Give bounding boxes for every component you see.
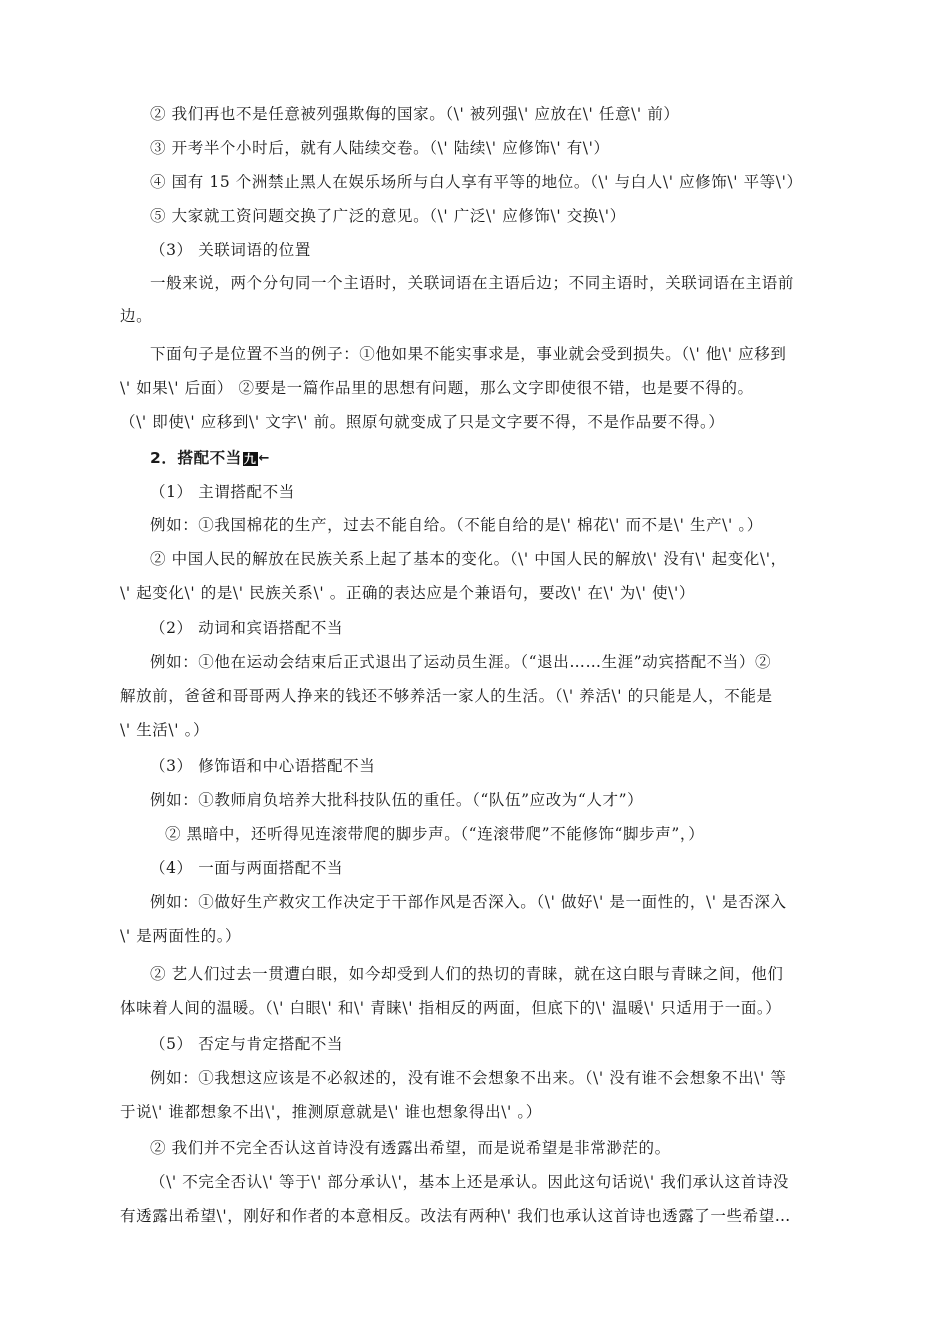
text-line: ② 中国人民的解放在民族关系上起了基本的变化。（\' 中国人民的解放\' 没有\' 起变化\'，	[150, 550, 787, 568]
comment-marker: 九	[243, 451, 257, 466]
text-line: ③ 开考半个小时后，就有人陆续交卷。（\' 陆续\' 应修饰\' 有\'）	[150, 139, 610, 157]
section-title-text: 2．搭配不当	[150, 449, 242, 467]
text-line: 例如：①教师肩负培养大批科技队伍的重任。（“队伍”应改为“人才”）	[150, 791, 644, 809]
text-line: 一般来说，两个分句同一个主语时，关联词语在主语后边；不同主语时，关联词语在主语前	[150, 274, 795, 292]
text-line: （\' 不完全否认\' 等于\' 部分承认\'，基本上还是承认。因此这句话说\' 我们承认这首诗没	[150, 1173, 790, 1191]
section-heading: （3） 关联词语的位置	[150, 241, 311, 259]
text-line: \' 生活\' 。）	[120, 721, 210, 739]
text-line: ② 我们并不完全否认这首诗没有透露出希望，而是说希望是非常渺茫的。	[150, 1139, 671, 1157]
text-line: 例如：①他在运动会结束后正式退出了运动员生涯。（“退出……生涯”动宾搭配不当）②	[150, 653, 772, 671]
section-title	[150, 448, 270, 469]
section-heading: （1） 主谓搭配不当	[150, 483, 295, 501]
section-heading: （4） 一面与两面搭配不当	[150, 859, 344, 877]
text-line: （\' 即使\' 应移到\' 文字\' 前。照原句就变成了只是文字要不得，不是作品要不得。）	[120, 413, 725, 431]
text-line: ② 艺人们过去一贯遭白眼，如今却受到人们的热切的青睐，就在这白眼与青睐之间，他们	[150, 965, 784, 983]
text-line: \' 是两面性的。）	[120, 927, 242, 945]
arrow-icon: ←	[258, 450, 270, 466]
section-heading: （5） 否定与肯定搭配不当	[150, 1035, 344, 1053]
text-line: 于说\' 谁都想象不出\'，推测原意就是\' 谁也想象得出\' 。）	[120, 1103, 542, 1121]
section-heading: （3） 修饰语和中心语搭配不当	[150, 757, 376, 775]
text-line: 例如：①我想这应该是不必叙述的，没有谁不会想象不出来。（\' 没有谁不会想象不出\' 等	[150, 1069, 787, 1087]
text-line: 下面句子是位置不当的例子：①他如果不能实事求是，事业就会受到损失。（\' 他\' 应移到	[150, 345, 787, 363]
text-line: 体味着人间的温暖。（\' 白眼\' 和\' 青睐\' 指相反的两面，但底下的\' 温暖\' 只适用于一面。）	[120, 999, 782, 1017]
text-line: ② 黑暗中，还听得见连滚带爬的脚步声。（“连滚带爬”不能修饰“脚步声”，）	[165, 825, 705, 843]
text-line: 例如：①我国棉花的生产，过去不能自给。（不能自给的是\' 棉花\' 而不是\' 生产\' 。）	[150, 516, 763, 534]
text-line: 有透露出希望\'，刚好和作者的本意相反。改法有两种\' 我们也承认这首诗也透露了一些希望…	[120, 1207, 791, 1225]
text-line: \' 起变化\' 的是\' 民族关系\' 。正确的表达应是个兼语句，要改\' 在\' 为\' 使\'）	[120, 584, 695, 602]
section-heading: （2） 动词和宾语搭配不当	[150, 619, 344, 637]
text-line: 边。	[120, 307, 153, 325]
text-line: ② 我们再也不是任意被列强欺侮的国家。（\' 被列强\' 应放在\' 任意\' 前）	[150, 105, 680, 123]
text-line: 解放前，爸爸和哥哥两人挣来的钱还不够养活一家人的生活。（\' 养活\' 的只能是人，不能是	[120, 687, 773, 705]
text-line: ④ 国有 15 个洲禁止黑人在娱乐场所与白人享有平等的地位。（\' 与白人\' 应修饰\' 平等\'）	[150, 173, 803, 191]
text-line: ⑤ 大家就工资问题交换了广泛的意见。（\' 广泛\' 应修饰\' 交换\'）	[150, 207, 626, 225]
text-line: 例如：①做好生产救灾工作决定于干部作风是否深入。（\' 做好\' 是一面性的，\' 是否深入	[150, 893, 787, 911]
text-line: \' 如果\' 后面） ②要是一篇作品里的思想有问题，那么文字即使很不错，也是要不得的。	[120, 379, 754, 397]
